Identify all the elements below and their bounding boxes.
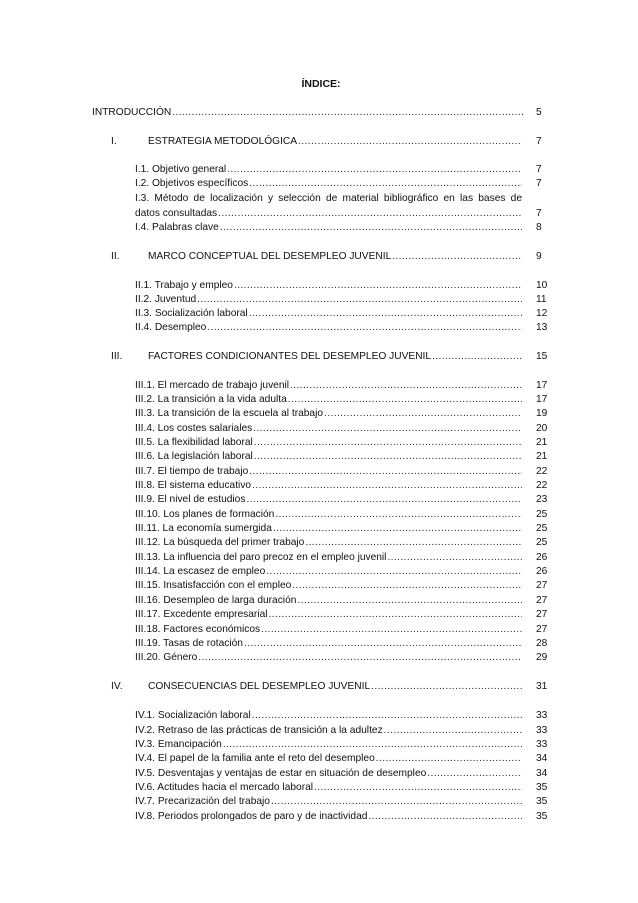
toc-entry[interactable] [135,709,523,723]
toc-page-number: 33 [536,710,548,721]
toc-page-number: 21 [536,451,548,462]
toc-entry-label: IV.6. Actitudes hacia el mercado laboral [135,782,314,793]
toc-entry-label: III.20. Género [135,652,198,663]
toc-entry-label: III.15. Insatisfacción con el empleo [135,580,292,591]
toc-entry[interactable] [135,536,523,550]
toc-entry-label: III.19. Tasas de rotación [135,638,243,649]
toc-entry[interactable] [135,551,523,565]
toc-page-number: 27 [536,624,548,635]
toc-entry[interactable] [135,579,523,593]
toc-page-number: 27 [536,609,548,620]
toc-section-2[interactable] [148,250,523,264]
dot-leader [269,608,522,622]
toc-entry-label: IV.8. Periodos prolongados de paro y de inactividad [135,811,368,822]
toc-entry[interactable] [135,307,523,321]
toc-section-3[interactable] [148,350,523,364]
dot-leader [376,752,522,766]
toc-entry[interactable] [135,407,523,421]
toc-section-1[interactable] [148,135,523,149]
dot-leader [252,709,522,723]
dot-leader [387,551,522,565]
dot-leader [298,135,522,149]
dot-leader [197,293,522,307]
toc-entry[interactable] [135,637,523,651]
toc-page-number: 26 [536,566,548,577]
toc-page-number: 10 [536,280,548,291]
toc-page-number: 15 [536,351,548,362]
toc-entry[interactable] [135,493,523,507]
dot-leader [314,781,522,795]
toc-entry[interactable] [135,781,523,795]
dot-leader [220,221,522,235]
dot-leader [271,795,522,809]
toc-entry-label: III.5. La flexibilidad laboral [135,437,253,448]
dot-leader [288,393,522,407]
toc-page-number: 8 [536,222,542,233]
dot-leader [292,579,522,593]
toc-entry-label: III.8. El sistema educativo [135,480,252,491]
toc-entry[interactable] [135,379,523,393]
toc-entry[interactable] [135,623,523,637]
dot-leader [223,738,522,752]
toc-page-number: 23 [536,494,548,505]
toc-entry-label: I.2. Objetivos específicos [135,178,249,189]
dot-leader [234,279,522,293]
toc-page-number: 31 [536,681,548,692]
toc-entry-label: MARCO CONCEPTUAL DEL DESEMPLEO JUVENIL [148,251,392,262]
toc-entry-label: IV.4. El papel de la familia ante el reto del desempleo [135,753,375,764]
toc-entry-label: III.2. La transición a la vida adulta [135,394,287,405]
dot-leader [246,493,522,507]
toc-entry[interactable] [135,177,523,191]
dot-leader [218,207,522,221]
toc-page-number: 13 [536,322,548,333]
toc-entry-label: CONSECUENCIAS DEL DESEMPLEO JUVENIL [148,681,371,692]
toc-entry[interactable] [135,436,523,450]
dot-leader [266,565,522,579]
toc-entry-label: I.1. Objetivo general [135,164,227,175]
dot-leader [254,436,522,450]
dot-leader [371,680,522,694]
toc-entry-label: ESTRATEGIA METODOLÓGICA [148,136,298,147]
toc-entry-label: II.3. Socialización laboral [135,308,248,319]
toc-entry[interactable] [135,321,523,335]
toc-page-number: 17 [536,380,548,391]
toc-entry[interactable] [135,465,523,479]
toc-entry-label: III.1. El mercado de trabajo juvenil [135,380,290,391]
dot-leader [249,465,522,479]
toc-entry-label: IV.7. Precarización del trabajo [135,796,270,807]
dot-leader [368,810,522,824]
toc-page-number: 26 [536,552,548,563]
dot-leader [249,177,522,191]
toc-page-number: 27 [536,595,548,606]
dot-leader [172,106,523,120]
section-numeral: III. [111,351,123,362]
toc-page-number: 33 [536,739,548,750]
toc-entry-label: INTRODUCCIÓN [92,107,172,118]
toc-section-4[interactable] [148,680,523,694]
dot-leader [252,479,522,493]
dot-leader [305,536,522,550]
toc-page-number: 34 [536,753,548,764]
toc-entry[interactable] [135,422,523,436]
toc-page-number: 28 [536,638,548,649]
toc-entry[interactable] [135,279,523,293]
toc-entry[interactable] [135,810,523,824]
toc-page-number: 12 [536,308,548,319]
toc-entry[interactable] [135,508,523,522]
section-numeral: IV. [111,681,123,692]
toc-entry[interactable] [135,293,523,307]
toc-entry[interactable] [135,450,523,464]
toc-entry[interactable] [135,594,523,608]
toc-entry-label: III.18. Factores económicos [135,624,261,635]
toc-entry-label: II.1. Trabajo y empleo [135,280,233,291]
toc-page-number: 35 [536,782,548,793]
toc-entry[interactable] [135,207,523,221]
toc-page-number: 33 [536,725,548,736]
toc-entry-label: II.2. Juventud [135,294,197,305]
toc-entry[interactable] [135,752,523,766]
toc-entry-introduction[interactable] [92,106,524,120]
toc-page-number: 25 [536,509,548,520]
dot-leader [297,594,522,608]
index-title: ÍNDICE: [301,78,341,90]
toc-entry[interactable] [135,738,523,752]
toc-entry[interactable] [135,522,523,536]
dot-leader [273,522,522,536]
toc-entry-label: III.10. Los planes de formación [135,509,275,520]
toc-entry-label: IV.5. Desventajas y ventajas de estar en situación de desempleo [135,768,427,779]
dot-leader [384,724,522,738]
toc-entry-label: IV.2. Retraso de las prácticas de transición a la adultez [135,725,383,736]
toc-entry-label: III.14. La escasez de empleo [135,566,266,577]
toc-page-number: 5 [536,107,542,118]
toc-entry[interactable] [135,767,523,781]
toc-page-number: 7 [536,178,542,189]
toc-page-number: 21 [536,437,548,448]
dot-leader [249,307,522,321]
section-numeral: II. [111,251,120,262]
toc-entry-label: III.4. Los costes salariales [135,423,253,434]
toc-page-number: 7 [536,164,542,175]
toc-entry-label: III.11. La economía sumergida [135,523,272,534]
toc-page-number: 25 [536,523,548,534]
dot-leader [198,651,522,665]
toc-entry[interactable] [135,608,523,622]
toc-page-number: 35 [536,811,548,822]
toc-entry-label: III.7. El tiempo de trabajo [135,466,249,477]
dot-leader [254,450,522,464]
toc-entry-label: III.12. La búsqueda del primer trabajo [135,537,305,548]
toc-entry-label: II.4. Desempleo [135,322,207,333]
toc-entry-label: III.9. El nivel de estudios [135,494,246,505]
toc-entry[interactable] [135,163,523,177]
toc-page-number: 11 [536,294,547,305]
dot-leader [290,379,522,393]
dot-leader [227,163,522,177]
toc-entry[interactable] [135,651,523,665]
toc-entry[interactable] [135,221,523,235]
toc-entry-label: I.4. Palabras clave [135,222,219,233]
dot-leader [244,637,522,651]
toc-entry[interactable] [135,565,523,579]
toc-page-number: 19 [536,408,548,419]
toc-page-number: 35 [536,796,548,807]
dot-leader [253,422,522,436]
dot-leader [432,350,522,364]
toc-entry[interactable] [135,724,523,738]
toc-entry-label: III.6. La legislación laboral [135,451,253,462]
toc-entry-label: IV.3. Emancipación [135,739,222,750]
toc-page-number: 7 [536,208,542,219]
toc-entry-label: III.16. Desempleo de larga duración [135,595,297,606]
toc-page-number: 34 [536,768,548,779]
toc-page-number: 27 [536,580,548,591]
dot-leader [207,321,522,335]
dot-leader [324,407,522,421]
toc-entry[interactable] [135,393,523,407]
dot-leader [261,623,522,637]
toc-entry-label: datos consultadas [135,208,218,219]
dot-leader [392,250,522,264]
toc-entry-label: III.17. Excedente empresarial [135,609,268,620]
dot-leader [427,767,522,781]
toc-page-number: 20 [536,423,548,434]
toc-entry[interactable] [135,479,523,493]
toc-page-number: 22 [536,466,548,477]
toc-page-number: 25 [536,537,548,548]
toc-entry-label: IV.1. Socialización laboral [135,710,251,721]
toc-page-number: 22 [536,480,548,491]
section-numeral: I. [111,136,117,147]
toc-page-number: 17 [536,394,548,405]
toc-page-number: 29 [536,652,548,663]
toc-entry-label: FACTORES CONDICIONANTES DEL DESEMPLEO JUVENIL [148,351,432,362]
dot-leader [275,508,522,522]
toc-page-number: 9 [536,251,542,262]
toc-entry[interactable] [135,795,523,809]
toc-entry-label: III.13. La influencia del paro precoz en el empleo juvenil [135,552,387,563]
toc-entry-label: III.3. La transición de la escuela al trabajo [135,408,324,419]
toc-entry-label-line1[interactable]: I.3. Método de localización y selección de material bibliográfico en las bases de [135,193,522,204]
toc-page-number: 7 [536,136,542,147]
